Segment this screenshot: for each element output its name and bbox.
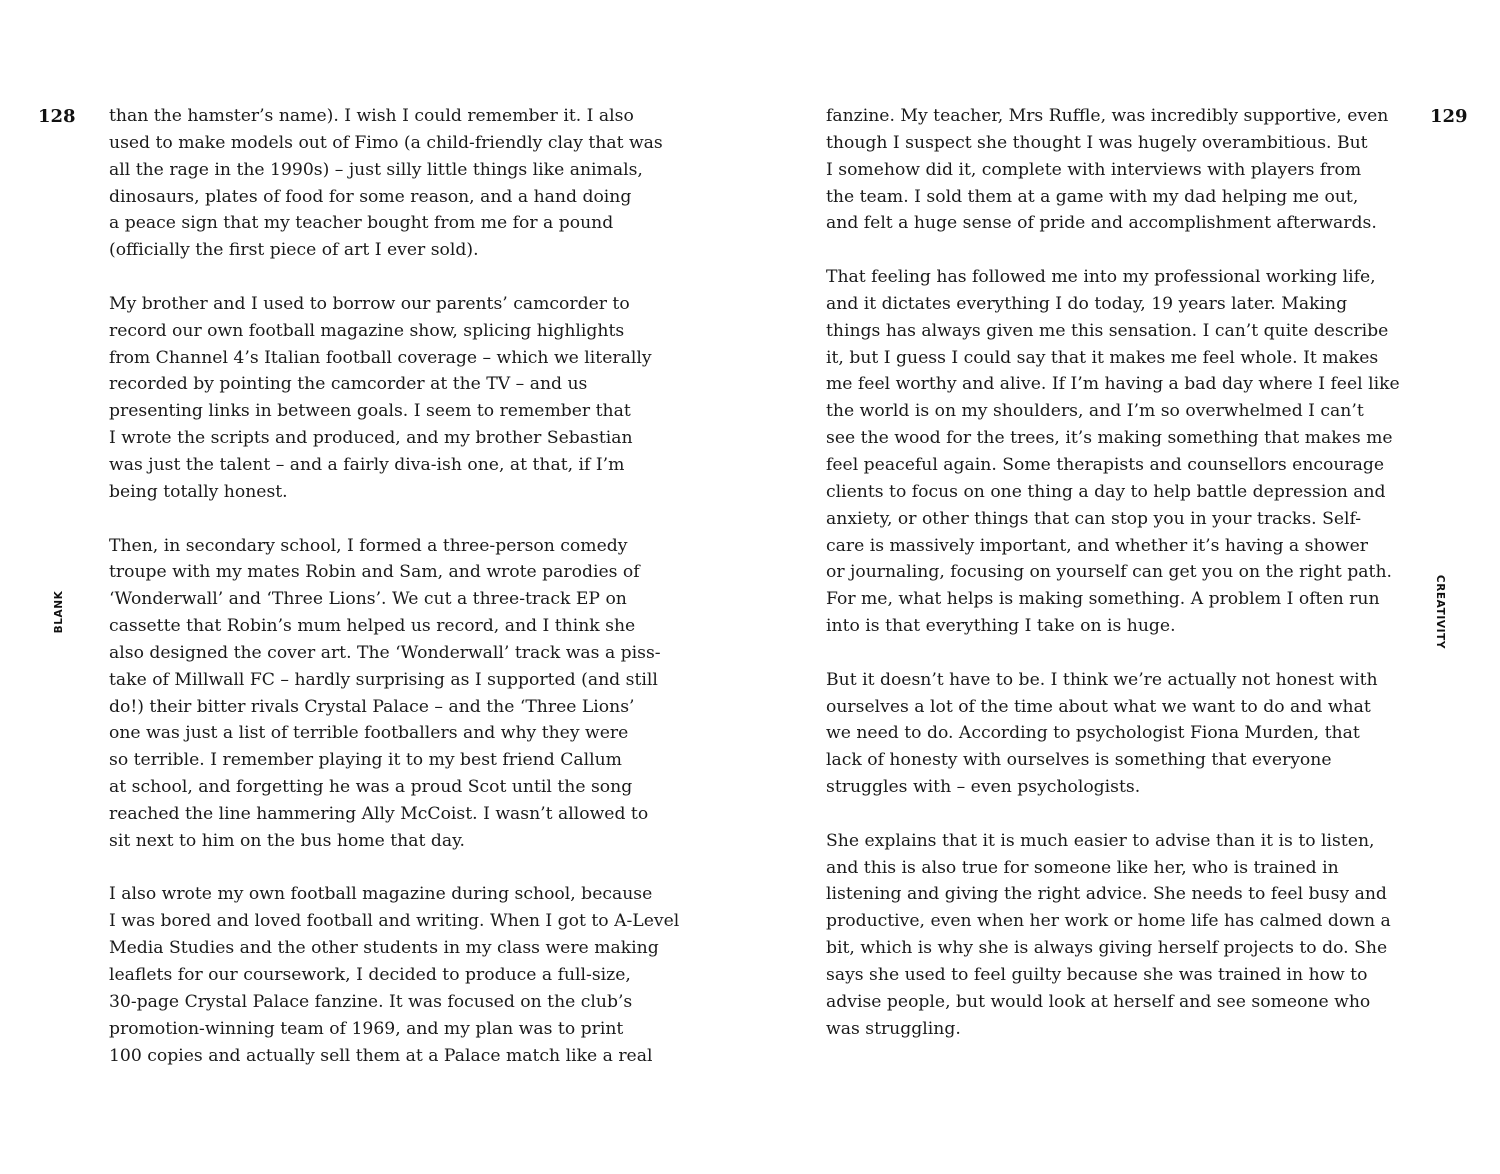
text-line: see the wood for the trees, it’s making something that makes me bbox=[826, 428, 1393, 449]
text-line: feel peaceful again. Some therapists and counsellors encourage bbox=[826, 454, 1385, 475]
text-line: cassette that Robin’s mum helped us record, and I think she bbox=[109, 616, 636, 637]
text-line: though I suspect she thought I was hugely overambitious. But bbox=[826, 132, 1368, 153]
text-line: presenting links in between goals. I seem to remember that bbox=[109, 401, 631, 422]
running-head-left: BLANK bbox=[53, 590, 65, 634]
text-line: anxiety, or other things that can stop you in your tracks. Self- bbox=[826, 508, 1362, 529]
text-line: leaflets for our coursework, I decided to produce a full-size, bbox=[109, 965, 631, 985]
text-line: things has always given me this sensation. I can’t quite describe bbox=[826, 320, 1389, 341]
text-line: was just the talent – and a fairly diva-ish one, at that, if I’m bbox=[109, 454, 625, 475]
paragraph bbox=[109, 291, 689, 506]
running-head-right: CREATIVITY bbox=[1434, 574, 1446, 650]
text-line: than the hamster’s name). I wish I could remember it. I also bbox=[109, 106, 634, 126]
text-line: a peace sign that my teacher bought from me for a pound bbox=[109, 213, 614, 234]
text-line: or journaling, focusing on yourself can get you on the right path. bbox=[826, 562, 1392, 583]
text-line: and this is also true for someone like her, who is trained in bbox=[826, 857, 1339, 878]
paragraph bbox=[109, 881, 689, 1069]
text-line: 30-page Crystal Palace fanzine. It was focused on the club’s bbox=[109, 991, 633, 1012]
text-line: sit next to him on the bus home that day. bbox=[109, 830, 465, 851]
text-line: For me, what helps is making something. A problem I often run bbox=[826, 589, 1380, 610]
page-number-right: 129 bbox=[1430, 106, 1468, 127]
text-line: was struggling. bbox=[826, 1018, 961, 1039]
text-line: She explains that it is much easier to advise than it is to listen, bbox=[826, 830, 1375, 851]
page-number-left: 128 bbox=[38, 106, 76, 127]
text-line: My brother and I used to borrow our parents’ camcorder to bbox=[109, 293, 630, 314]
text-line: so terrible. I remember playing it to my best friend Callum bbox=[109, 750, 622, 771]
text-line: being totally honest. bbox=[109, 481, 288, 502]
paragraph bbox=[826, 103, 1406, 237]
text-line: bit, which is why she is always giving herself projects to do. She bbox=[826, 938, 1388, 959]
text-line: we need to do. According to psychologist Fiona Murden, that bbox=[826, 723, 1360, 744]
text-line: me feel worthy and alive. If I’m having a bad day where I feel like bbox=[826, 374, 1400, 395]
text-line: reached the line hammering Ally McCoist. I wasn’t allowed to bbox=[109, 803, 649, 824]
paragraph bbox=[826, 264, 1406, 640]
text-line: I also wrote my own football magazine during school, because bbox=[109, 884, 653, 905]
text-line: used to make models out of Fimo (a child-friendly clay that was bbox=[109, 132, 663, 153]
text-line: fanzine. My teacher, Mrs Ruffle, was incredibly supportive, even bbox=[826, 106, 1389, 126]
text-line: the world is on my shoulders, and I’m so overwhelmed I can’t bbox=[826, 401, 1364, 422]
text-line: That feeling has followed me into my professional working life, bbox=[826, 267, 1376, 288]
text-line: I somehow did it, complete with interviews with players from bbox=[826, 159, 1362, 180]
text-line: dinosaurs, plates of food for some reason, and a hand doing bbox=[109, 186, 632, 207]
text-line: record our own football magazine show, splicing highlights bbox=[109, 320, 625, 341]
text-line: listening and giving the right advice. She needs to feel busy and bbox=[826, 884, 1387, 905]
text-line: says she used to feel guilty because she was trained in how to bbox=[826, 965, 1368, 985]
text-line: I was bored and loved football and writing. When I got to A-Level bbox=[109, 911, 680, 932]
text-line: advise people, but would look at herself and see someone who bbox=[826, 991, 1371, 1012]
left-page-text-column bbox=[109, 103, 689, 1096]
text-line: all the rage in the 1990s) – just silly little things like animals, bbox=[109, 159, 643, 180]
right-page-text-column bbox=[826, 103, 1406, 1069]
text-line: (officially the first piece of art I ever sold). bbox=[109, 240, 479, 261]
text-line: do!) their bitter rivals Crystal Palace – and the ‘Three Lions’ bbox=[109, 696, 635, 717]
text-line: recorded by pointing the camcorder at the TV – and us bbox=[109, 374, 588, 395]
text-line: Media Studies and the other students in my class were making bbox=[109, 938, 659, 959]
text-line: and it dictates everything I do today, 19 years later. Making bbox=[826, 293, 1348, 314]
text-line: care is massively important, and whether it’s having a shower bbox=[826, 535, 1368, 556]
text-line: into is that everything I take on is huge. bbox=[826, 616, 1176, 637]
text-line: But it doesn’t have to be. I think we’re actually not honest with bbox=[826, 669, 1378, 690]
text-line: productive, even when her work or home life has calmed down a bbox=[826, 911, 1391, 932]
text-line: take of Millwall FC – hardly surprising as I supported (and still bbox=[109, 669, 658, 690]
text-line: 100 copies and actually sell them at a Palace match like a real bbox=[109, 1045, 653, 1066]
text-line: ‘Wonderwall’ and ‘Three Lions’. We cut a three-track EP on bbox=[109, 589, 627, 610]
text-line: I wrote the scripts and produced, and my brother Sebastian bbox=[109, 428, 633, 449]
paragraph bbox=[109, 103, 689, 264]
text-line: Then, in secondary school, I formed a three-person comedy bbox=[109, 535, 628, 556]
text-line: it, but I guess I could say that it makes me feel whole. It makes bbox=[826, 347, 1379, 368]
text-line: from Channel 4’s Italian football coverage – which we literally bbox=[109, 347, 652, 368]
text-line: also designed the cover art. The ‘Wonderwall’ track was a piss- bbox=[109, 642, 661, 663]
paragraph bbox=[109, 533, 689, 855]
text-line: clients to focus on one thing a day to help battle depression and bbox=[826, 481, 1386, 502]
text-line: ourselves a lot of the time about what we want to do and what bbox=[826, 696, 1371, 717]
text-line: promotion-winning team of 1969, and my plan was to print bbox=[109, 1018, 624, 1039]
paragraph bbox=[826, 667, 1406, 801]
text-line: troupe with my mates Robin and Sam, and wrote parodies of bbox=[109, 562, 640, 583]
text-line: one was just a list of terrible footballers and why they were bbox=[109, 723, 629, 744]
text-line: lack of honesty with ourselves is something that everyone bbox=[826, 750, 1332, 771]
text-line: at school, and forgetting he was a proud Scot until the song bbox=[109, 777, 633, 798]
text-line: the team. I sold them at a game with my dad helping me out, bbox=[826, 186, 1359, 207]
text-line: and felt a huge sense of pride and accomplishment afterwards. bbox=[826, 213, 1377, 234]
paragraph bbox=[826, 828, 1406, 1043]
text-line: struggles with – even psychologists. bbox=[826, 777, 1141, 798]
